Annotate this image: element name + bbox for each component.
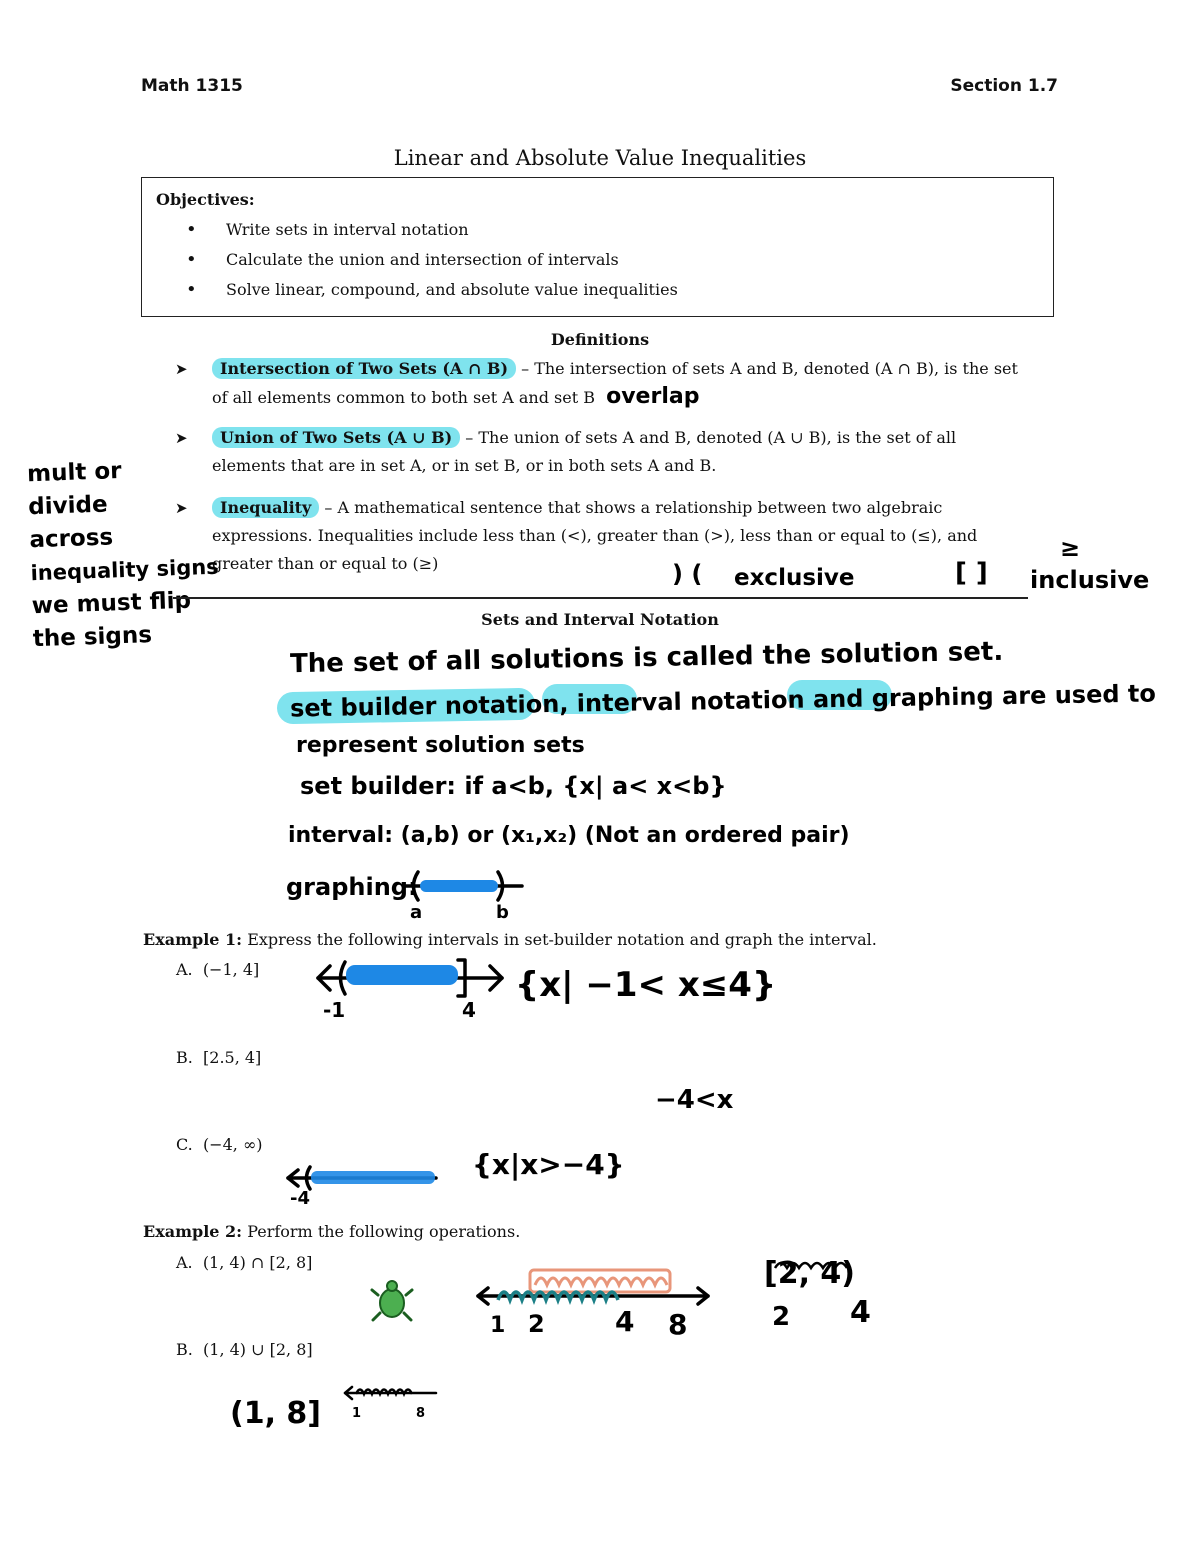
geq-note: ≥	[1060, 534, 1081, 562]
notation-note: set builder notation, interval notation and graphing are used to	[289, 679, 1157, 723]
shaded-interval	[311, 1171, 435, 1184]
definitions-heading: Definitions	[550, 330, 650, 349]
arrow-bullet-icon: ➤	[175, 360, 188, 378]
term-union: Union of Two Sets (A ∪ B)	[212, 427, 460, 448]
margin-note-line: across	[29, 524, 114, 554]
exclusive-marks: ) (	[672, 560, 703, 588]
graphing-number-line	[405, 872, 522, 900]
objective-item: • Solve linear, compound, and absolute value inequalities	[186, 278, 678, 308]
course-label: Math 1315	[141, 76, 243, 96]
arrow-bullet-icon: ➤	[175, 429, 188, 447]
part-expression: (1, 4) ∩ [2, 8]	[202, 1253, 313, 1272]
definition-text: of all elements common to both set A and set B	[212, 388, 595, 407]
graph-label-b: b	[496, 902, 509, 923]
shaded-interval	[420, 880, 498, 892]
represent-note: represent solution sets	[296, 733, 585, 758]
set-builder-answer: {x|x>−4}	[472, 1148, 625, 1181]
tick-label: -4	[290, 1188, 310, 1209]
part-letter: A.	[176, 960, 193, 979]
part-letter: B.	[176, 1048, 193, 1067]
arrow-bullet-icon: ➤	[175, 499, 188, 517]
tick-label: 8	[668, 1308, 688, 1341]
inclusive-note: inclusive	[1030, 566, 1150, 594]
section-label: Section 1.7	[950, 76, 1058, 96]
handwritten-note-overlap: overlap	[606, 384, 700, 409]
tick-label: 1	[352, 1406, 362, 1421]
definition-text: – A mathematical sentence that shows a relationship between two algebraic	[324, 498, 943, 517]
margin-note-line: mult or	[26, 458, 122, 488]
salmon-shading	[535, 1278, 667, 1285]
margin-note-line: the signs	[32, 622, 153, 653]
objective-item: • Calculate the union and intersection of intervals	[186, 248, 678, 278]
set-builder-note: set builder: if a<b, {x| a< x<b}	[300, 772, 727, 800]
objective-item: • Write sets in interval notation	[186, 218, 678, 248]
part-expression: (1, 4) ∪ [2, 8]	[203, 1340, 313, 1359]
part-interval: (−4, ∞)	[202, 1135, 263, 1154]
inclusive-marks: [ ]	[955, 558, 988, 588]
tick-label: 2	[528, 1310, 545, 1338]
term-inequality: Inequality	[212, 497, 319, 518]
page-title: Linear and Absolute Value Inequalities	[393, 146, 807, 170]
interval-note: interval: (a,b) or (x₁,x₂) (Not an ordered pair)	[288, 823, 850, 848]
exclusive-note: exclusive	[734, 565, 855, 591]
part-interval: [2.5, 4]	[203, 1048, 262, 1067]
part-letter: B.	[176, 1340, 193, 1359]
example2b-number-line	[345, 1387, 436, 1399]
definition-text: elements that are in set A, or in set B, or in both sets A and B.	[212, 456, 717, 475]
margin-note-line: inequality signs	[30, 554, 220, 586]
term-intersection: Intersection of Two Sets (A ∩ B)	[212, 358, 516, 379]
tick-label: -1	[323, 998, 346, 1022]
example1c-number-line	[288, 1167, 436, 1189]
part-interval: (−1, 4]	[202, 960, 260, 979]
solution-set-note: The set of all solutions is called the solution set.	[289, 636, 1004, 680]
salmon-bracket-interval	[530, 1270, 670, 1292]
union-answer: (1, 8]	[230, 1396, 322, 1431]
graphing-note: graphing:	[286, 873, 418, 901]
tick-label: 4	[615, 1305, 635, 1338]
tick-label: 4	[462, 998, 476, 1022]
tick-label: 2	[772, 1302, 791, 1332]
definition-text: – The union of sets A and B, denoted (A ∪ B), is the set of all	[465, 428, 957, 447]
margin-note-line: divide	[27, 491, 109, 521]
part-letter: A.	[176, 1253, 193, 1272]
set-builder-answer: {x| −1< x≤4}	[515, 965, 777, 1005]
turtle-icon	[372, 1281, 412, 1320]
part-letter: C.	[176, 1135, 193, 1154]
tick-label: 1	[490, 1313, 506, 1338]
example1a-number-line	[318, 960, 502, 996]
answer-shading	[775, 1263, 847, 1268]
definition-text: – The intersection of sets A and B, denoted (A ∩ B), is the set	[521, 359, 1018, 378]
example2-prompt: Perform the following operations.	[247, 1222, 521, 1241]
intersection-answer: [2, 4)	[764, 1256, 856, 1291]
objectives-heading: Objectives:	[156, 190, 255, 209]
graph-label-a: a	[410, 902, 423, 923]
definition-text: greater than or equal to (≥)	[212, 554, 439, 573]
tick-label: 4	[850, 1295, 871, 1330]
shaded-interval	[346, 965, 458, 985]
sets-heading: Sets and Interval Notation	[481, 610, 719, 629]
example2a-number-line	[478, 1270, 708, 1304]
tick-label: 8	[416, 1406, 426, 1421]
definition-text: expressions. Inequalities include less than (<), greater than (>), less than or equal to (≤), and	[212, 526, 978, 545]
example1-prompt: Express the following intervals in set-builder notation and graph the interval.	[247, 930, 877, 949]
example2-label: Example 2:	[143, 1222, 243, 1241]
margin-note-line: we must flip	[31, 587, 192, 620]
side-note: −4<x	[655, 1085, 734, 1115]
example1-label: Example 1:	[143, 930, 243, 949]
